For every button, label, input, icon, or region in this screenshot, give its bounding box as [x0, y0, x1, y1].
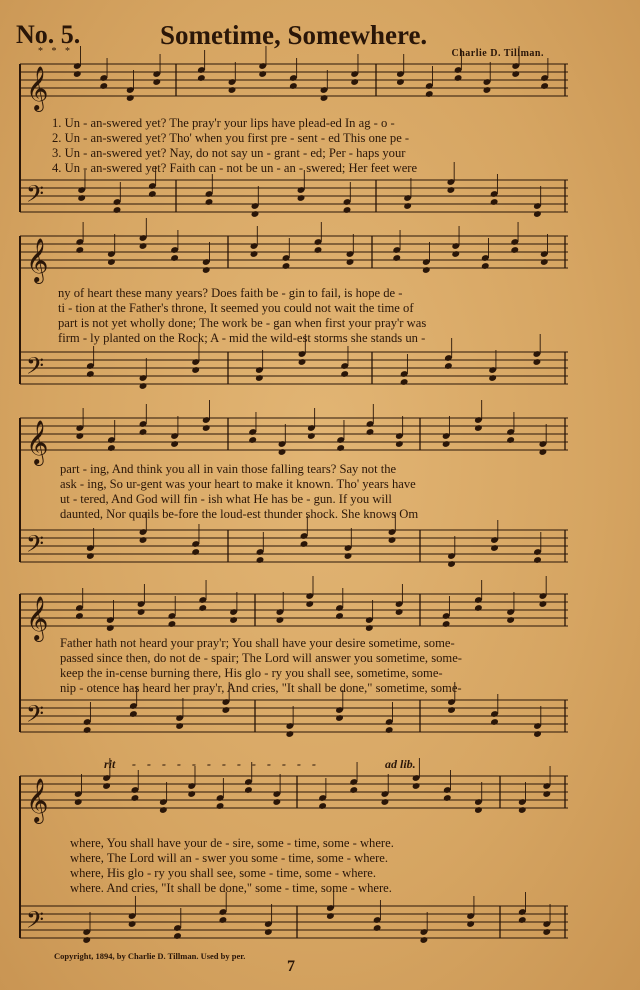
note-head [139, 382, 148, 390]
note-head [381, 798, 390, 806]
note-head [447, 186, 456, 194]
note-head [533, 556, 542, 564]
note-head [343, 206, 352, 214]
note-head [542, 790, 551, 798]
system-5-lyrics [70, 836, 540, 896]
note-head [533, 210, 542, 218]
note-head [422, 266, 431, 274]
note-head [75, 612, 84, 620]
note-head [170, 440, 179, 448]
lyric-line: where. And cries, "It shall be done," some - time, some - where. [70, 881, 392, 895]
note-head [300, 540, 309, 548]
note-head [335, 612, 344, 620]
note-head [128, 920, 137, 928]
system-3-lyrics [60, 462, 560, 522]
note-head [539, 448, 548, 456]
bass-clef-icon: 𝄢 [26, 700, 45, 733]
note-head [251, 210, 260, 218]
note-head [392, 254, 401, 262]
note-head [285, 730, 294, 738]
lyric-line: ny of heart these many years? Does faith be - gin to fail, is hope de - [58, 286, 403, 300]
note-head [481, 262, 490, 270]
note-head [305, 600, 314, 608]
note-head [320, 94, 329, 102]
lyric-line: Father hath not heard your pray'r; You shall have your desire sometime, some- [60, 636, 455, 650]
note-head [533, 358, 542, 366]
note-head [137, 608, 146, 616]
page-number: 7 [287, 958, 295, 975]
note-head [396, 78, 405, 86]
note-head [365, 624, 374, 632]
note-head [152, 78, 161, 86]
note-head [443, 794, 452, 802]
note-head [86, 552, 95, 560]
note-head [113, 206, 122, 214]
note-head [139, 536, 148, 544]
note-head [483, 86, 492, 94]
lyric-line: keep the in-cense burning there, His glo - ry you shall see, sometime, some- [60, 666, 443, 680]
note-head [250, 250, 259, 258]
copyright-notice: Copyright, 1894, by Charlie D. Tillman. Used by per. [54, 951, 246, 961]
note-head [83, 726, 92, 734]
note-head [298, 358, 307, 366]
note-head [490, 198, 499, 206]
note-head [403, 202, 412, 210]
note-head [228, 86, 237, 94]
lyric-line: firm - ly planted on the Rock; A - mid the wild-est storms she stands un - [58, 331, 426, 345]
note-head [255, 374, 264, 382]
note-head [314, 246, 323, 254]
note-head [412, 782, 421, 790]
treble-clef-icon: 𝄞 [26, 778, 49, 822]
note-head [272, 798, 281, 806]
note-head [202, 266, 211, 274]
note-head [335, 714, 344, 722]
system-2-lyrics [58, 286, 568, 346]
note-head [75, 246, 84, 254]
note-head [129, 710, 138, 718]
lyric-line: 2. Un - an-swered yet? Tho' when you first pre - sent - ed This one pe - [52, 131, 410, 145]
bass-clef-icon: 𝄢 [26, 180, 45, 213]
note-head [318, 802, 327, 810]
note-head [373, 924, 382, 932]
bass-clef-icon: 𝄢 [26, 352, 45, 385]
ritardando-mark: rit [104, 757, 116, 771]
treble-clef-icon: 𝄞 [26, 238, 49, 282]
note-head [344, 552, 353, 560]
note-head [490, 544, 499, 552]
note-head [388, 536, 397, 544]
note-head [197, 74, 206, 82]
note-head [282, 262, 291, 270]
note-head [533, 730, 542, 738]
note-head [139, 428, 148, 436]
note-head [395, 440, 404, 448]
note-head [256, 556, 265, 564]
note-head [74, 798, 83, 806]
note-head [99, 82, 108, 90]
note-head [336, 444, 345, 452]
note-head [366, 428, 375, 436]
lyric-line: where, His glo - ry you shall see, some - time, some - where. [70, 866, 377, 880]
note-head [385, 726, 394, 734]
note-head [168, 620, 177, 628]
lyric-line: where, You shall have your de - sire, some - time, some - where. [70, 836, 394, 850]
note-head [326, 912, 335, 920]
note-head [425, 90, 434, 98]
note-head [474, 604, 483, 612]
ad-lib-mark: ad lib. [385, 757, 416, 771]
note-head [222, 706, 231, 714]
note-head [340, 370, 349, 378]
note-head [187, 790, 196, 798]
note-head [229, 616, 238, 624]
note-head [447, 560, 456, 568]
note-head [139, 242, 148, 250]
note-head [258, 70, 267, 78]
lyric-line: where, The Lord will an - swer you some - time, some - where. [70, 851, 389, 865]
note-head [216, 802, 225, 810]
note-head [82, 936, 91, 944]
lyric-line: passed since then, do not de - spair; The Lord will answer you sometime, some- [60, 651, 462, 665]
note-head [106, 624, 115, 632]
note-head [219, 916, 228, 924]
note-head [102, 782, 111, 790]
note-head [442, 620, 451, 628]
note-head [518, 916, 527, 924]
note-head [539, 600, 548, 608]
composer-credit: Charlie D. Tillman. [451, 48, 544, 59]
note-head [346, 258, 355, 266]
note-head [506, 436, 515, 444]
lyric-line: part - ing, And think you all in vain those falling tears? Say not the [60, 462, 397, 476]
note-head [454, 74, 463, 82]
treble-clef-icon: 𝄞 [26, 596, 49, 640]
note-head [159, 806, 168, 814]
lyric-line: nip - otence has heard her pray'r, And cries, "It shall be done," sometime, some- [60, 681, 462, 695]
note-head [511, 70, 520, 78]
note-head [442, 440, 451, 448]
note-head [173, 932, 182, 940]
note-head [278, 448, 287, 456]
note-head [170, 254, 179, 262]
note-head [540, 82, 549, 90]
note-head [350, 78, 359, 86]
treble-clef-icon: 𝄞 [26, 420, 49, 464]
note-head [474, 806, 483, 814]
bass-clef-icon: 𝄢 [26, 530, 45, 563]
note-head [198, 604, 207, 612]
lyric-line: daunted, Nor quails be-fore the loud-est thunder shock. She knows Om [60, 507, 419, 521]
note-head [540, 258, 549, 266]
ornament-stars: * * * [38, 46, 73, 57]
lyric-line: 1. Un - an-swered yet? The pray'r your lips have plead-ed In ag - o - [52, 116, 395, 130]
note-head [191, 366, 200, 374]
system-4-lyrics [60, 636, 570, 696]
lyric-line: ask - ing, So ur-gent was your heart to make it known. Tho' years have [60, 477, 416, 491]
note-head [86, 370, 95, 378]
note-head [297, 194, 306, 202]
hymn-number: No. 5. [16, 20, 81, 49]
note-head [107, 444, 116, 452]
note-head [175, 722, 184, 730]
note-head [510, 246, 519, 254]
note-head [289, 82, 298, 90]
system-1-lyrics [20, 116, 568, 176]
note-head [276, 616, 285, 624]
note-head [307, 432, 316, 440]
treble-clef-icon: 𝄞 [26, 66, 49, 110]
note-head [248, 436, 257, 444]
note-head [349, 786, 358, 794]
note-head [107, 258, 116, 266]
note-head [466, 920, 475, 928]
note-head [400, 378, 409, 386]
note-head [395, 608, 404, 616]
note-head [474, 424, 483, 432]
note-head [420, 936, 429, 944]
note-head [490, 718, 499, 726]
hymn-title: Sometime, Somewhere. [160, 20, 428, 50]
note-head [488, 374, 497, 382]
note-head [77, 194, 86, 202]
note-head [75, 432, 84, 440]
note-head [506, 616, 515, 624]
note-head [73, 70, 82, 78]
lyric-line: 4. Un - an-swered yet? Faith can - not be un - an - swered; Her feet were [52, 161, 418, 175]
note-head [518, 806, 527, 814]
note-head [264, 928, 273, 936]
lyric-line: 3. Un - an-swered yet? Nay, do not say un - grant - ed; Per - haps your [52, 146, 406, 160]
note-head [148, 190, 157, 198]
note-head [244, 786, 253, 794]
lyric-line: ut - tered, And God will fin - ish what He has be - gun. If you will [60, 492, 392, 506]
lyric-line: part is not yet wholly done; The work be - gan when first your pray'r was [58, 316, 427, 330]
note-head [126, 94, 135, 102]
ritardando-extension: - - - - - - - - - - - - - [132, 757, 320, 771]
note-head [205, 198, 214, 206]
note-head [451, 250, 460, 258]
lyric-line: ti - tion at the Father's throne, It seemed you could not wait the time of [58, 301, 414, 315]
note-head [131, 794, 140, 802]
bass-clef-icon: 𝄢 [26, 906, 45, 939]
note-head [444, 362, 453, 370]
note-head [447, 706, 456, 714]
note-head [191, 548, 200, 556]
note-head [202, 424, 211, 432]
note-head [542, 928, 551, 936]
